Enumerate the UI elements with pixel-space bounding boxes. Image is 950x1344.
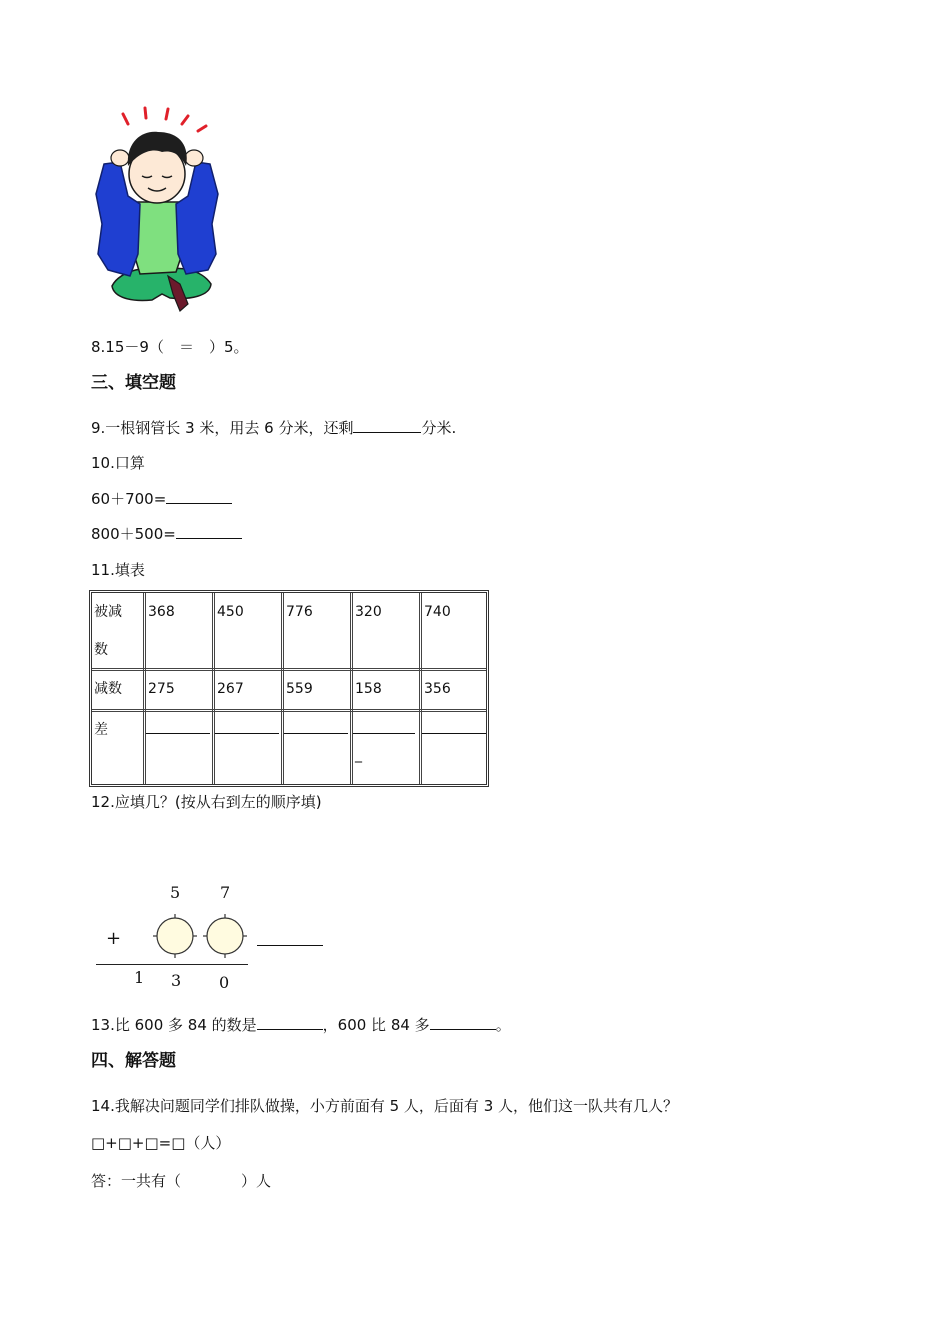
top-digit: 5 (170, 883, 181, 902)
result-digit: 0 (219, 973, 230, 992)
difference-blank[interactable] (284, 733, 348, 734)
subtrahend-cell: 275 (148, 681, 175, 697)
row-label-subtrahend: 减数 (94, 681, 122, 697)
question-9-text: 9.一根钢管长 3 米，用去 6 分米，还剩 (91, 419, 354, 437)
row-label-minuend-2: 数 (94, 642, 108, 658)
subtrahend-cell: 267 (217, 681, 244, 697)
sum-line (96, 964, 248, 965)
answer-blank[interactable] (430, 1015, 496, 1030)
stray-underscore: _ (355, 747, 362, 763)
question-14-answer: 答：一共有（ ）人 (91, 1172, 272, 1190)
expression: 60＋700= (91, 490, 167, 508)
question-8: 8.15－9（ ＝ ）5。 (91, 338, 249, 356)
top-digit: 7 (220, 883, 231, 902)
minuend-cell: 368 (148, 604, 175, 620)
expression: 800＋500= (91, 525, 176, 543)
section-4-heading: 四、解答题 (91, 1051, 176, 1071)
minuend-cell: 740 (424, 604, 451, 620)
subtraction-table (89, 590, 489, 787)
result-digit: 3 (171, 971, 182, 990)
thinking-boy-illustration (90, 104, 225, 316)
question-10-line-2 (91, 524, 242, 544)
difference-blank[interactable] (146, 733, 210, 734)
answer-blank[interactable] (257, 1015, 323, 1030)
answer-blank[interactable] (166, 489, 232, 504)
question-13-part-2: ，600 比 84 多 (322, 1016, 430, 1034)
difference-blank[interactable] (353, 733, 415, 734)
answer-circle (207, 918, 243, 954)
row-label-difference: 差 (94, 722, 108, 738)
answer-circle (157, 918, 193, 954)
question-13-part-1: 13.比 600 多 84 的数是 (91, 1016, 257, 1034)
question-13 (91, 1015, 511, 1035)
vertical-addition-figure (96, 880, 256, 992)
minuend-cell: 320 (355, 604, 382, 620)
minuend-cell: 450 (217, 604, 244, 620)
question-12-title: 12.应填几？(按从右到左的顺序填) (91, 793, 322, 811)
row-divider (92, 709, 486, 712)
row-label-minuend-1: 被减 (94, 604, 122, 620)
blank-circles (152, 914, 252, 962)
subtrahend-cell: 158 (355, 681, 382, 697)
question-10-title: 10.口算 (91, 454, 145, 472)
question-9-unit: 分米. (421, 419, 457, 437)
section-3-heading: 三、填空题 (91, 373, 176, 393)
answer-blank[interactable] (353, 418, 421, 433)
plus-sign: + (106, 928, 122, 949)
subtrahend-cell: 559 (286, 681, 313, 697)
result-digit: 1 (134, 968, 145, 987)
question-11-title: 11.填表 (91, 561, 145, 579)
subtrahend-cell: 356 (424, 681, 451, 697)
question-10-line-1 (91, 489, 232, 509)
question-14: 14.我解决问题同学们排队做操，小方前面有 5 人，后面有 3 人，他们这一队共有几人？ (91, 1097, 679, 1115)
difference-blank[interactable] (215, 733, 279, 734)
answer-blank[interactable] (176, 524, 242, 539)
question-14-equation: □+□+□=□（人） (91, 1134, 231, 1152)
question-9 (91, 418, 456, 438)
question-13-part-3: 。 (495, 1016, 511, 1034)
difference-blank[interactable] (422, 733, 486, 734)
answer-blank[interactable] (257, 945, 323, 946)
minuend-cell: 776 (286, 604, 313, 620)
